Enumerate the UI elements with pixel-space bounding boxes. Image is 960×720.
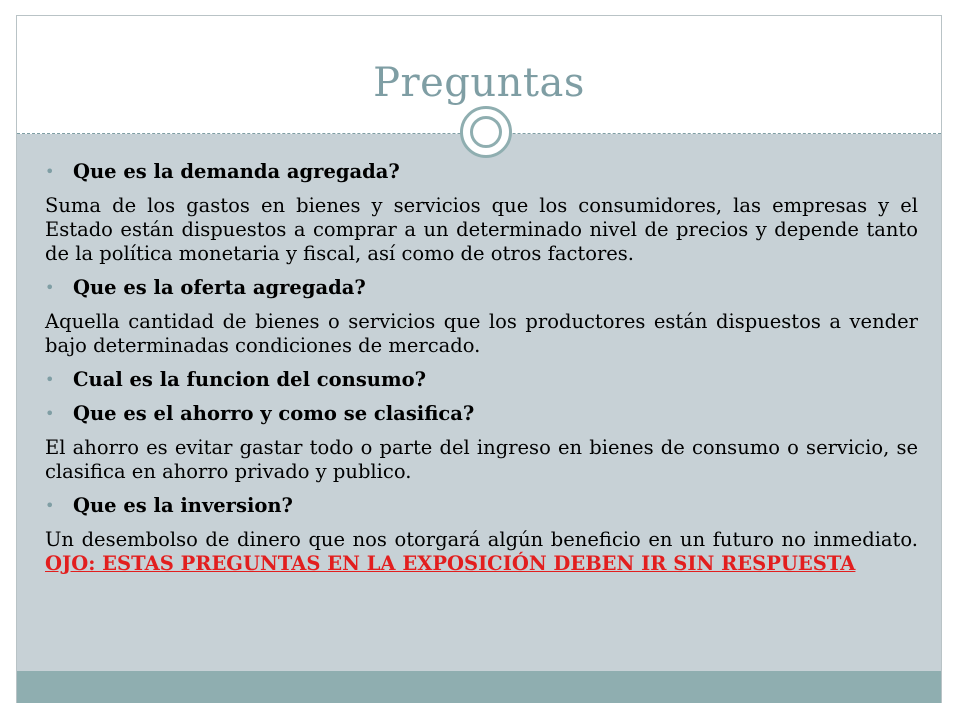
- question-2-text: Que es la oferta agregada?: [73, 276, 366, 299]
- slide-body: [45, 160, 918, 586]
- answer-5-text: Un desembolso de dinero que nos otorgará algún beneficio en un futuro no inmediato.: [45, 528, 918, 551]
- question-2: [45, 276, 918, 300]
- question-1-text: Que es la demanda agregada?: [73, 160, 400, 183]
- footer-bar: [17, 671, 941, 703]
- answer-4: El ahorro es evitar gastar todo o parte del ingreso en bienes de consumo o servicio, se clasifica en ahorro privado y publico.: [45, 436, 918, 483]
- bullet-icon: •: [45, 370, 55, 389]
- question-3-text: Cual es la funcion del consumo?: [73, 368, 427, 391]
- warning-note: OJO: ESTAS PREGUNTAS EN LA EXPOSICIÓN DEBEN IR SIN RESPUESTA: [45, 552, 856, 575]
- answer-2: Aquella cantidad de bienes o servicios que los productores están dispuestos a vender bajo determinadas condiciones de mercado.: [45, 310, 918, 357]
- bullet-icon: •: [45, 496, 55, 515]
- answer-1: Suma de los gastos en bienes y servicios que los consumidores, las empresas y el Estado están dispuestos a comprar a un determinado nivel de precios y depende tanto de la política monetaria y fiscal, así como de otros factores.: [45, 194, 918, 265]
- bullet-icon: •: [45, 278, 55, 297]
- question-5: [45, 494, 918, 518]
- bullet-icon: •: [45, 162, 55, 181]
- question-1: [45, 160, 918, 184]
- bullet-icon: •: [45, 404, 55, 423]
- question-5-text: Que es la inversion?: [73, 494, 293, 517]
- circle-ornament-inner: [470, 116, 502, 148]
- question-4-text: Que es el ahorro y como se clasifica?: [73, 402, 475, 425]
- circle-ornament-icon: [460, 106, 512, 158]
- question-4: [45, 402, 918, 426]
- question-3: [45, 368, 918, 392]
- answer-5: [45, 528, 918, 576]
- slide-title: Preguntas: [373, 60, 585, 106]
